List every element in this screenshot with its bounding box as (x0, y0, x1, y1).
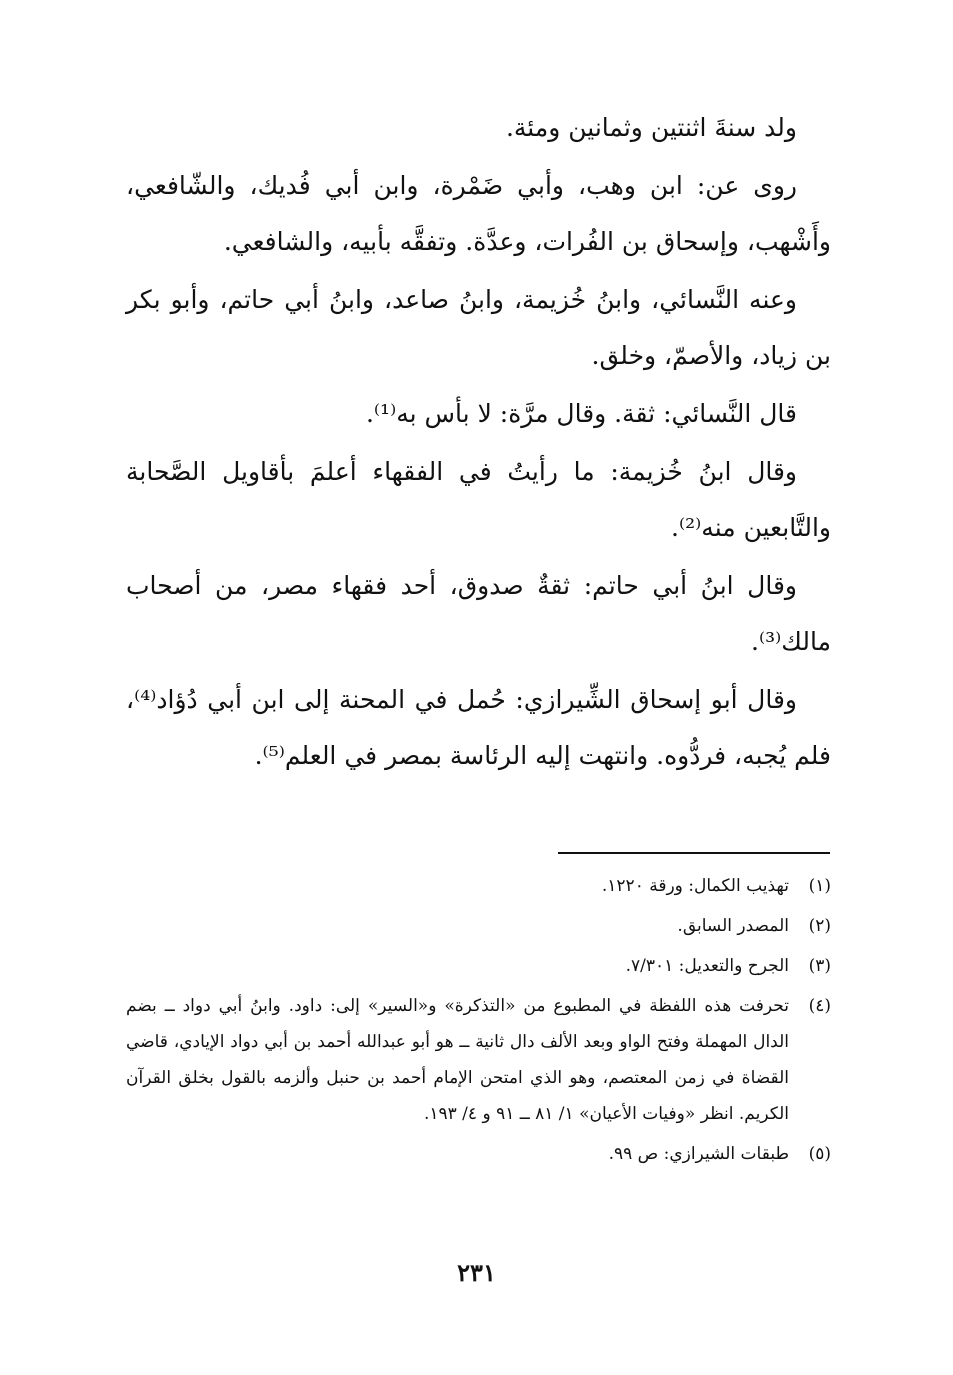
footnote-number: (٤) (808, 996, 831, 1016)
paragraph-shirazi: وقال أبو إسحاق الشِّيرازي: حُمل في المحنة إلى ابن أبي دُؤاد⁽⁴⁾، فلم يُجبه، فردُّوه. وانتهت إليه الرئاسة بمصر في العلم⁽⁵⁾. (126, 685, 831, 770)
footnote (126, 1136, 831, 1172)
paragraph-birth: ولد سنةَ اثنتين وثمانين ومئة. (505, 113, 797, 142)
footnote-number: (٥) (808, 1144, 831, 1164)
footnote (126, 988, 831, 1132)
page-number: ٢٣١ (457, 1258, 496, 1287)
footnote-divider (558, 852, 830, 854)
paragraph-ibn-abi-hatim: وقال ابنُ أبي حاتم: ثقةٌ صدوق، أحد فقهاء مصر، من أصحاب مالك⁽³⁾. (126, 571, 831, 656)
footnote-number: (٢) (808, 916, 831, 936)
paragraph-narrators: وعنه النَّسائي، وابنُ خُزيمة، وابنُ صاعد، وابنُ أبي حاتم، وأبو بكر بن زياد، والأصمّ، وخلق. (126, 285, 831, 370)
footnote-text: الجرح والتعديل: ٧/٣٠١. (625, 956, 789, 976)
footnote-text: المصدر السابق. (677, 916, 789, 936)
footnote (126, 868, 831, 904)
footnote-number: (١) (808, 876, 831, 896)
footnotes (126, 868, 831, 1176)
footnote (126, 908, 831, 944)
paragraph-narrated-from: روى عن: ابن وهب، وأبي ضَمْرة، وابن أبي فُديك، والشّافعي، وأَشْهب، وإسحاق بن الفُرات، وعدَّة. وتفقَّه بأبيه، والشافعي. (126, 171, 831, 256)
footnote-text: تهذيب الكمال: ورقة ١٢٢٠. (601, 876, 789, 896)
paragraph-ibn-khuzayma: وقال ابنُ خُزيمة: ما رأيتُ في الفقهاء أعلمَ بأقاويل الصَّحابة والتَّابعين منه⁽²⁾. (126, 457, 831, 542)
footnote-text: طبقات الشيرازي: ص ٩٩. (608, 1144, 789, 1164)
paragraph-nasai: قال النَّسائي: ثقة. وقال مرَّة: لا بأس به⁽¹⁾. (365, 399, 797, 428)
footnote-text: تحرفت هذه اللفظة في المطبوع من «التذكرة» و«السير» إلى: داود. وابنُ أبي دواد ــ بضم الدال المهملة وفتح الواو وبعد الألف دال ثانية ــ هو أبو عبدالله أحمد بن أبي دواد الإيادي، قاضي القضاة في زمن المعتصم، وهو الذي امتحن الإمام أحمد بن حنبل وألزمه بالقول بخلق القرآن الكريم. انظر «وفيات الأعيان» ١/ ٨١ ــ ٩١ و ٤/ ١٩٣. (126, 996, 789, 1124)
footnote-number: (٣) (808, 956, 831, 976)
main-text (126, 100, 831, 786)
footnote (126, 948, 831, 984)
